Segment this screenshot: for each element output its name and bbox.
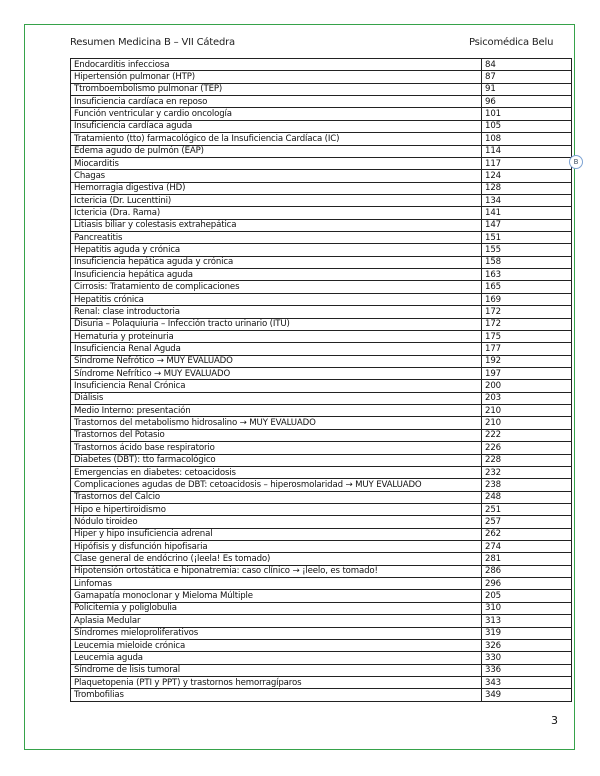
toc-topic: Cirrosis: Tratamiento de complicaciones (71, 281, 482, 293)
toc-page-number: 228 (482, 454, 572, 466)
toc-topic: Gamapatía monoclonar y Mieloma Múltiple (71, 590, 482, 602)
toc-row (71, 306, 572, 318)
toc-topic: Síndrome Nefrítico → MUY EVALUADO (71, 367, 482, 379)
toc-row (71, 664, 572, 676)
toc-page-number: 319 (482, 627, 572, 639)
toc-row (71, 602, 572, 614)
toc-topic: Trastornos ácido base respiratorio (71, 442, 482, 454)
toc-topic: Ictericia (Dr. Lucenttini) (71, 194, 482, 206)
toc-topic: Policitemia y poliglobulia (71, 602, 482, 614)
toc-topic: Trastornos del metabolismo hidrosalino → MUY EVALUADO (71, 417, 482, 429)
toc-row (71, 256, 572, 268)
toc-topic: Litiasis biliar y colestasis extrahepática (71, 219, 482, 231)
toc-topic: Función ventricular y cardio oncología (71, 108, 482, 120)
toc-row (71, 417, 572, 429)
toc-page-number: 296 (482, 578, 572, 590)
toc-page-number: 238 (482, 479, 572, 491)
toc-topic: Miocarditis (71, 157, 482, 169)
toc-topic: Leucemia aguda (71, 652, 482, 664)
toc-row (71, 108, 572, 120)
toc-page-number: 262 (482, 528, 572, 540)
toc-row (71, 627, 572, 639)
toc-page-number: 141 (482, 207, 572, 219)
toc-row (71, 330, 572, 342)
toc-page-number: 177 (482, 343, 572, 355)
toc-row (71, 367, 572, 379)
toc-row (71, 639, 572, 651)
toc-topic: Hepatitis aguda y crónica (71, 244, 482, 256)
toc-page-number: 165 (482, 281, 572, 293)
toc-page-number: 87 (482, 71, 572, 83)
toc-row (71, 405, 572, 417)
toc-page-number: 222 (482, 429, 572, 441)
toc-page-number: 114 (482, 145, 572, 157)
toc-page-number: 257 (482, 516, 572, 528)
toc-page-number: 210 (482, 417, 572, 429)
toc-row (71, 652, 572, 664)
toc-topic: Síndrome Nefrótico → MUY EVALUADO (71, 355, 482, 367)
toc-row (71, 120, 572, 132)
toc-topic: Insuficiencia cardíaca aguda (71, 120, 482, 132)
toc-row (71, 553, 572, 565)
toc-topic: Medio Interno: presentación (71, 405, 482, 417)
toc-topic: Diálisis (71, 392, 482, 404)
toc-row (71, 59, 572, 71)
toc-page-number: 105 (482, 120, 572, 132)
toc-topic: Linfomas (71, 578, 482, 590)
toc-row (71, 429, 572, 441)
toc-row (71, 380, 572, 392)
toc-page-number: 281 (482, 553, 572, 565)
toc-row (71, 96, 572, 108)
toc-page-number: 248 (482, 491, 572, 503)
toc-page-number: 91 (482, 83, 572, 95)
toc-topic: Complicaciones agudas de DBT: cetoacidosis – hiperosmolaridad → MUY EVALUADO (71, 479, 482, 491)
toc-row (71, 232, 572, 244)
toc-topic: Síndromes mieloproliferativos (71, 627, 482, 639)
toc-page-number: 101 (482, 108, 572, 120)
toc-row (71, 590, 572, 602)
toc-topic: Hipertensión pulmonar (HTP) (71, 71, 482, 83)
toc-page-number: 128 (482, 182, 572, 194)
toc-topic: Leucemia mieloide crónica (71, 639, 482, 651)
toc-row (71, 479, 572, 491)
toc-topic: Hemorragia digestiva (HD) (71, 182, 482, 194)
toc-page-number: 232 (482, 466, 572, 478)
toc-topic: Hiper y hipo insuficiencia adrenal (71, 528, 482, 540)
toc-row (71, 219, 572, 231)
toc-page-number: 286 (482, 565, 572, 577)
toc-row (71, 133, 572, 145)
toc-row (71, 454, 572, 466)
toc-topic: Insuficiencia cardíaca en reposo (71, 96, 482, 108)
toc-row (71, 565, 572, 577)
toc-page-number: 175 (482, 330, 572, 342)
page-number: 3 (551, 714, 558, 727)
header-document-title: Resumen Medicina B – VII Cátedra (70, 37, 235, 48)
toc-topic: Trastornos del Calcio (71, 491, 482, 503)
toc-topic: Síndrome de lisis tumoral (71, 664, 482, 676)
toc-row (71, 170, 572, 182)
toc-topic: Hematuria y proteinuria (71, 330, 482, 342)
table-of-contents (70, 58, 572, 702)
toc-page-number: 251 (482, 503, 572, 515)
toc-page-number: 155 (482, 244, 572, 256)
toc-page-number: 197 (482, 367, 572, 379)
toc-page-number: 349 (482, 689, 572, 701)
toc-topic: Insuficiencia Renal Aguda (71, 343, 482, 355)
toc-page-number: 330 (482, 652, 572, 664)
toc-topic: Hepatitis crónica (71, 293, 482, 305)
toc-row (71, 355, 572, 367)
toc-page-number: 117 (482, 157, 572, 169)
toc-row (71, 71, 572, 83)
toc-row (71, 528, 572, 540)
toc-row (71, 207, 572, 219)
toc-row (71, 194, 572, 206)
toc-topic: Diabetes (DBT): tto farmacológico (71, 454, 482, 466)
toc-topic: Hipotensión ortostática e hiponatremia: caso clínico → ¡leelo, es tomado! (71, 565, 482, 577)
toc-row (71, 244, 572, 256)
toc-topic: Hipófisis y disfunción hipofisaria (71, 541, 482, 553)
toc-topic: Trombofilias (71, 689, 482, 701)
toc-topic: Renal: clase introductoria (71, 306, 482, 318)
toc-topic: Insuficiencia hepática aguda y crónica (71, 256, 482, 268)
toc-topic: Ictericia (Dra. Rama) (71, 207, 482, 219)
toc-topic: Emergencias en diabetes: cetoacidosis (71, 466, 482, 478)
toc-topic: Nódulo tiroideo (71, 516, 482, 528)
toc-row (71, 615, 572, 627)
toc-page-number: 96 (482, 96, 572, 108)
toc-row (71, 182, 572, 194)
toc-page-number: 169 (482, 293, 572, 305)
toc-topic: Chagas (71, 170, 482, 182)
header-author: Psicomédica Belu (469, 37, 554, 48)
toc-row (71, 491, 572, 503)
toc-page-number: 205 (482, 590, 572, 602)
toc-topic: Insuficiencia Renal Crónica (71, 380, 482, 392)
toc-page-number: 134 (482, 194, 572, 206)
toc-body (71, 59, 572, 702)
toc-page-number: 203 (482, 392, 572, 404)
toc-topic: Pancreatitis (71, 232, 482, 244)
toc-topic: Trastornos del Potasio (71, 429, 482, 441)
toc-page-number: 310 (482, 602, 572, 614)
toc-row (71, 318, 572, 330)
toc-row (71, 442, 572, 454)
toc-row (71, 293, 572, 305)
comment-marker-icon[interactable]: B (569, 155, 583, 169)
toc-topic: Plaquetopenia (PTI y PPT) y trastornos hemorragíparos (71, 676, 482, 688)
toc-row (71, 466, 572, 478)
toc-topic: Clase general de endócrino (¡leela! Es tomado) (71, 553, 482, 565)
toc-topic: Ttromboembolismo pulmonar (TEP) (71, 83, 482, 95)
toc-page-number: 84 (482, 59, 572, 71)
toc-page-number: 108 (482, 133, 572, 145)
toc-row (71, 676, 572, 688)
toc-row (71, 157, 572, 169)
toc-row (71, 343, 572, 355)
toc-row (71, 145, 572, 157)
toc-row (71, 689, 572, 701)
toc-row (71, 281, 572, 293)
toc-row (71, 269, 572, 281)
toc-page-number: 200 (482, 380, 572, 392)
toc-page-number: 163 (482, 269, 572, 281)
toc-topic: Endocarditis infecciosa (71, 59, 482, 71)
toc-page-number: 172 (482, 306, 572, 318)
toc-page-number: 343 (482, 676, 572, 688)
toc-row (71, 578, 572, 590)
toc-topic: Edema agudo de pulmón (EAP) (71, 145, 482, 157)
toc-page-number: 151 (482, 232, 572, 244)
toc-page-number: 274 (482, 541, 572, 553)
toc-page-number: 158 (482, 256, 572, 268)
toc-row (71, 503, 572, 515)
toc-page-number: 313 (482, 615, 572, 627)
toc-topic: Insuficiencia hepática aguda (71, 269, 482, 281)
toc-row (71, 392, 572, 404)
toc-page-number: 124 (482, 170, 572, 182)
toc-page-number: 192 (482, 355, 572, 367)
toc-page-number: 326 (482, 639, 572, 651)
toc-row (71, 541, 572, 553)
toc-topic: Tratamiento (tto) farmacológico de la Insuficiencia Cardíaca (IC) (71, 133, 482, 145)
toc-page-number: 226 (482, 442, 572, 454)
toc-row (71, 83, 572, 95)
toc-page-number: 336 (482, 664, 572, 676)
toc-page-number: 210 (482, 405, 572, 417)
toc-topic: Disuria – Polaquiuria – Infección tracto urinario (ITU) (71, 318, 482, 330)
toc-topic: Hipo e hipertiroidismo (71, 503, 482, 515)
toc-page-number: 172 (482, 318, 572, 330)
toc-topic: Aplasia Medular (71, 615, 482, 627)
toc-row (71, 516, 572, 528)
toc-page-number: 147 (482, 219, 572, 231)
